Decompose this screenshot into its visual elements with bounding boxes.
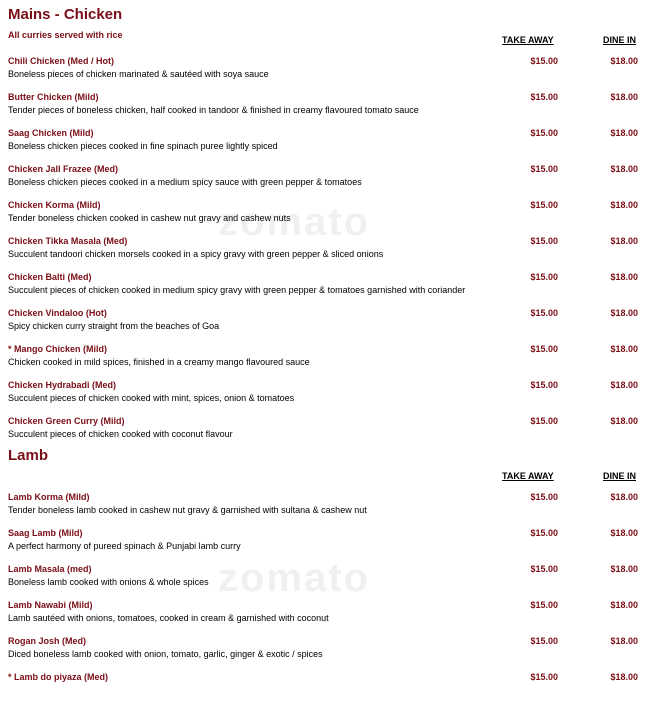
price-take-away: $15.00 (530, 528, 558, 538)
price-take-away: $15.00 (530, 308, 558, 318)
menu-item-description: Succulent pieces of chicken cooked with mint, spices, onion & tomatoes (8, 393, 295, 403)
price-dine-in: $18.00 (610, 492, 638, 502)
price-dine-in: $18.00 (610, 528, 638, 538)
section-subtitle-chicken: All curries served with rice (8, 30, 123, 40)
menu-item-description: Tender pieces of boneless chicken, half cooked in tandoor & finished in creamy flavoured tomato sauce (8, 105, 419, 115)
menu-item-name: Lamb Korma (Mild) (8, 492, 90, 502)
menu-item (8, 636, 648, 666)
menu-item (8, 344, 648, 374)
menu-item (8, 164, 648, 194)
menu-item (8, 200, 648, 230)
menu-item-name: Chicken Balti (Med) (8, 272, 92, 282)
menu-item (8, 272, 648, 302)
price-dine-in: $18.00 (610, 416, 638, 426)
price-take-away: $15.00 (530, 416, 558, 426)
menu-item-description: Diced boneless lamb cooked with onion, tomato, garlic, ginger & exotic / spices (8, 649, 323, 659)
price-take-away: $15.00 (530, 164, 558, 174)
price-take-away: $15.00 (530, 92, 558, 102)
menu-item (8, 56, 648, 86)
menu-item-name: Chicken Vindaloo (Hot) (8, 308, 107, 318)
menu-item (8, 672, 648, 702)
menu-item (8, 380, 648, 410)
price-dine-in: $18.00 (610, 308, 638, 318)
menu-item-name: Chicken Tikka Masala (Med) (8, 236, 128, 246)
price-dine-in: $18.00 (610, 564, 638, 574)
price-dine-in: $18.00 (610, 128, 638, 138)
section-title-chicken: Mains - Chicken (8, 6, 123, 23)
menu-item (8, 564, 648, 594)
menu-item-description: Spicy chicken curry straight from the beaches of Goa (8, 321, 220, 331)
menu-item-description: Boneless chicken pieces cooked in fine spinach puree lightly spiced (8, 141, 278, 151)
menu-item-description: Succulent pieces of chicken cooked with coconut flavour (8, 429, 233, 439)
menu-item-description: A perfect harmony of pureed spinach & Punjabi lamb curry (8, 541, 241, 551)
price-take-away: $15.00 (530, 200, 558, 210)
menu-item (8, 416, 648, 446)
price-dine-in: $18.00 (610, 672, 638, 682)
menu-item-name: Chicken Hydrabadi (Med) (8, 380, 117, 390)
price-dine-in: $18.00 (610, 380, 638, 390)
price-take-away: $15.00 (530, 56, 558, 66)
price-dine-in: $18.00 (610, 600, 638, 610)
price-take-away: $15.00 (530, 380, 558, 390)
menu-item-name: Lamb Masala (med) (8, 564, 92, 574)
menu-item (8, 600, 648, 630)
price-take-away: $15.00 (530, 600, 558, 610)
menu-item (8, 128, 648, 158)
menu-item-description: Boneless lamb cooked with onions & whole spices (8, 577, 209, 587)
menu-item (8, 92, 648, 122)
price-take-away: $15.00 (530, 236, 558, 246)
price-dine-in: $18.00 (610, 344, 638, 354)
price-take-away: $15.00 (530, 492, 558, 502)
col-head-take-away: TAKE AWAY (502, 471, 554, 481)
price-take-away: $15.00 (530, 636, 558, 646)
watermark-bottom: zomato (218, 556, 370, 600)
watermark-top: zomato (218, 200, 370, 244)
price-dine-in: $18.00 (610, 92, 638, 102)
menu-item-description: Succulent pieces of chicken cooked in medium spicy gravy with green pepper & tomatoes garnished with coriander (8, 285, 466, 295)
price-dine-in: $18.00 (610, 236, 638, 246)
menu-item-name: Chicken Green Curry (Mild) (8, 416, 125, 426)
col-head-dine-in: DINE IN (603, 35, 637, 45)
price-dine-in: $18.00 (610, 56, 638, 66)
price-take-away: $15.00 (530, 128, 558, 138)
menu-item-description: Tender boneless lamb cooked in cashew nut gravy & garnished with sultana & cashew nut (8, 505, 367, 515)
section-title-lamb: Lamb (8, 447, 49, 464)
price-dine-in: $18.00 (610, 636, 638, 646)
menu-item-name: Butter Chicken (Mild) (8, 92, 99, 102)
col-head-take-away: TAKE AWAY (502, 35, 554, 45)
menu-item-description: Chicken cooked in mild spices, finished in a creamy mango flavoured sauce (8, 357, 310, 367)
menu-item-name: Saag Lamb (Mild) (8, 528, 83, 538)
price-dine-in: $18.00 (610, 200, 638, 210)
menu-item (8, 308, 648, 338)
menu-item (8, 492, 648, 522)
menu-item-name: Chicken Jall Frazee (Med) (8, 164, 119, 174)
menu-item-name: Chili Chicken (Med / Hot) (8, 56, 115, 66)
col-head-dine-in: DINE IN (603, 471, 637, 481)
menu-item (8, 236, 648, 266)
menu-item-name: * Lamb do piyaza (Med) (8, 672, 109, 682)
menu-item-description: Succulent tandoori chicken morsels cooked in a spicy gravy with green pepper & sliced onions (8, 249, 384, 259)
menu-item-description: Boneless chicken pieces cooked in a medium spicy sauce with green pepper & tomatoes (8, 177, 362, 187)
price-take-away: $15.00 (530, 344, 558, 354)
menu-item-name: Lamb Nawabi (Mild) (8, 600, 93, 610)
menu-item-description: Tender boneless chicken cooked in cashew nut gravy and cashew nuts (8, 213, 291, 223)
menu-item (8, 528, 648, 558)
menu-item-name: Chicken Korma (Mild) (8, 200, 101, 210)
menu-item-description: Lamb sautéed with onions, tomatoes, cooked in cream & garnished with coconut (8, 613, 329, 623)
menu-item-name: Saag Chicken (Mild) (8, 128, 94, 138)
price-dine-in: $18.00 (610, 164, 638, 174)
price-take-away: $15.00 (530, 564, 558, 574)
menu-item-description: Boneless pieces of chicken marinated & sautéed with soya sauce (8, 69, 269, 79)
menu-item-name: Rogan Josh (Med) (8, 636, 86, 646)
price-take-away: $15.00 (530, 272, 558, 282)
price-take-away: $15.00 (530, 672, 558, 682)
menu-item-name: * Mango Chicken (Mild) (8, 344, 107, 354)
price-dine-in: $18.00 (610, 272, 638, 282)
